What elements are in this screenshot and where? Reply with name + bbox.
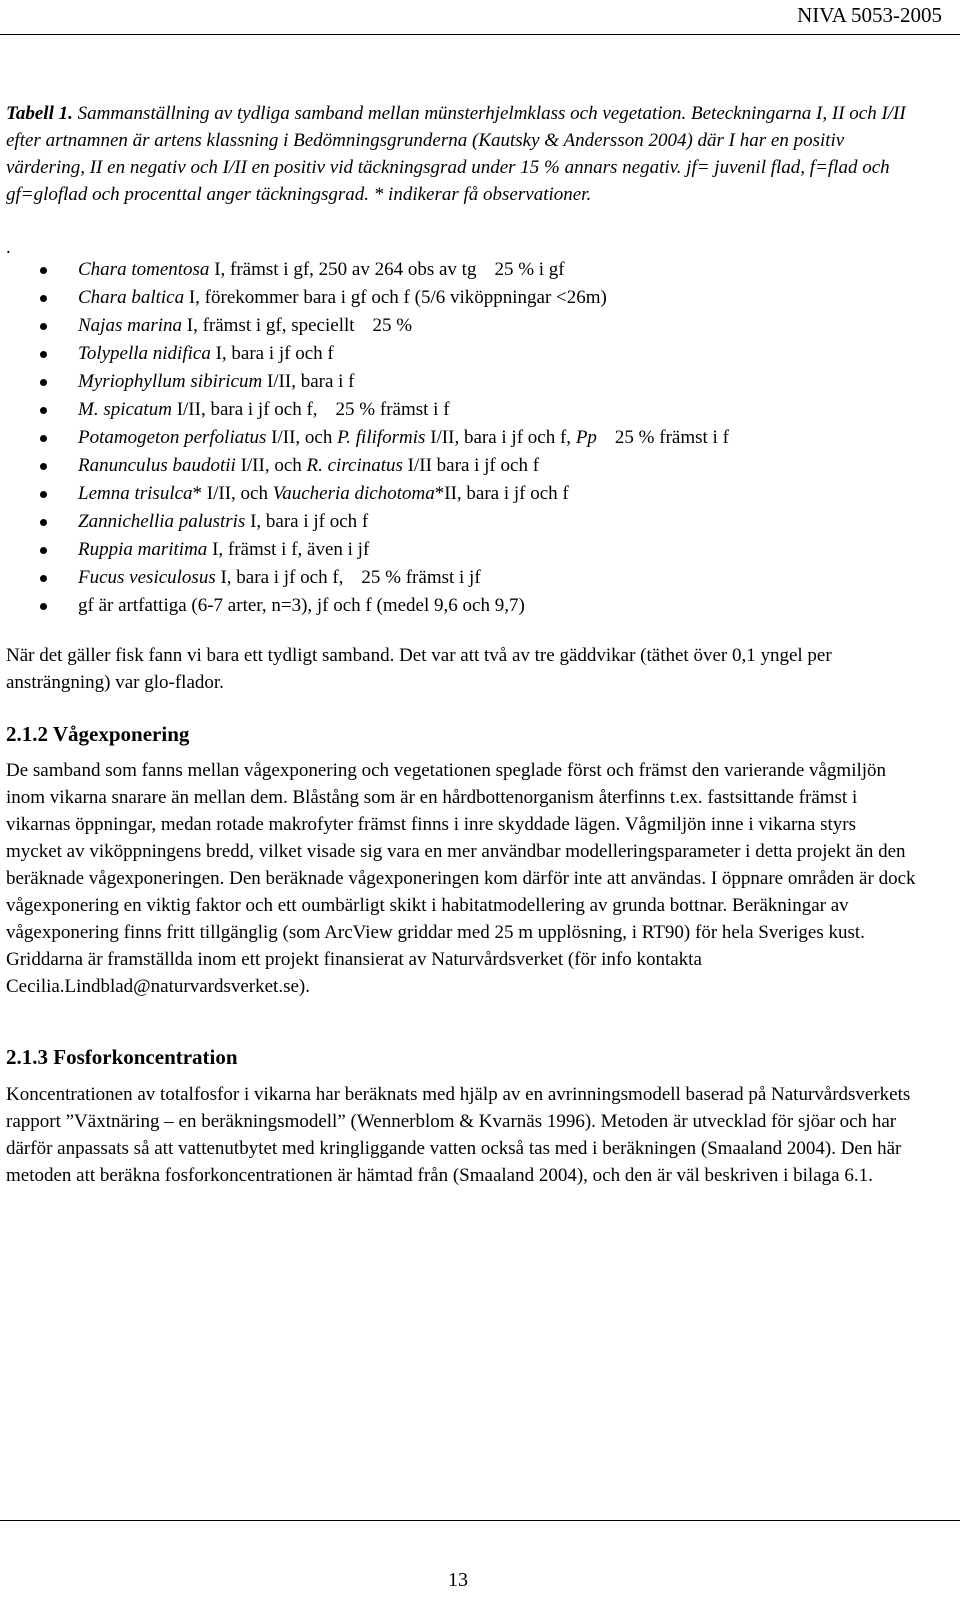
species-name: M. spicatum [78, 399, 172, 420]
species-note: 25 % i gf [494, 259, 565, 280]
species-note: 25 % främst i f [335, 399, 450, 420]
species-note: 25 % främst i f [614, 427, 729, 448]
species-name: P. filiformis [337, 427, 426, 448]
species-name: Pp [575, 427, 597, 448]
bullet-icon [40, 407, 47, 414]
stray-dot: . [6, 237, 11, 258]
wave-paragraph: De samband som fanns mellan vågexponering och vegetationen speglade först och främst den varierande vågmiljön inom vikarna snarare än mellan dem. Blåstång som är en hårdbottenorganism återfinns t.ex. fastsittande främst i vikarnas öppningar, medan rotade makrofyter främst finns i inre skyddade lägen. Vågmiljön inne i vikarna styrs mycket av viköppningens bredd, vilket visade sig vara en mer användbar modelleringsparameter i detta projekt än den beräknade vågexponeringen. Den beräknade vågexponeringen kom därför inte att användas. I öppnare områden är dock vågexponering en viktig faktor och ett oumbärligt skikt i habitatmodellering av grunda bottnar. Beräkningar av vågexponering finns fritt tillgänglig (som ArcView griddar med 25 m upplösning, i RT90) för hela Sveriges kust. Griddarna är framställda inom ett projekt finansierat av Naturvårdsverket (för info kontakta Cecilia.Lindblad@naturvardsverket.se). [6, 760, 916, 997]
heading-fosforkoncentration: 2.1.3 Fosforkoncentration [6, 1045, 238, 1069]
caption-label: Tabell 1. [6, 103, 73, 124]
bullet-icon [40, 603, 47, 610]
species-note: I, förekommer bara i gf och f (5/6 viköppningar <26m) [184, 287, 607, 308]
species-note: I, främst i f, även i jf [207, 539, 370, 560]
phosphorus-paragraph: Koncentrationen av totalfosfor i vikarna har beräknats med hjälp av en avrinningsmodell baserad på Naturvårdsverkets rapport ”Växtnäring – en beräkningsmodell” (Wennerblom & Kvarnäs 1996). Metoden är utvecklad för sjöar och har därför anpassats så att vattenutbytet med kringliggande vatten också tas med i beräkningen (Smaaland 2004). Den här metoden att beräkna fosforkoncentrationen är hämtad från (Smaaland 2004), och den är väl beskriven i bilaga 6.1. [6, 1084, 911, 1186]
species-name: Ruppia maritima [78, 539, 208, 560]
bullet-icon [40, 323, 47, 330]
species-note: I/II, och [235, 455, 307, 476]
species-note: 25 % [372, 315, 413, 336]
bullet-icon [40, 575, 47, 582]
list-item [0, 368, 729, 396]
species-name: Chara baltica [78, 287, 185, 308]
species-name: Najas marina [78, 315, 182, 336]
bullet-icon [40, 463, 47, 470]
list-item [0, 396, 729, 424]
species-note: I/II, bara i f [262, 371, 355, 392]
species-note: * I/II, och [192, 483, 273, 504]
list-item [0, 452, 729, 480]
species-name: Potamogeton perfoliatus [78, 427, 267, 448]
species-name: Zannichellia palustris [78, 511, 246, 532]
species-note: I/II, och [266, 427, 338, 448]
species-note: I/II, bara i jf och f, [425, 427, 576, 448]
list-item [0, 536, 729, 564]
bullet-icon [40, 491, 47, 498]
species-list [0, 256, 729, 620]
species-note: I/II bara i jf och f [402, 455, 540, 476]
list-item [0, 508, 729, 536]
species-note: I, främst i gf, 250 av 264 obs av tg [209, 259, 477, 280]
bullet-icon [40, 519, 47, 526]
list-item [0, 312, 729, 340]
caption-text: Sammanställning av tydliga samband mellan münsterhjelmklass och vegetation. Beteckningarna I, II och I/II efter artnamnen är artens klassning i Bedömningsgrunderna (Kautsky & Andersson 2004) där I har en positiv värdering, II en negativ och I/II en positiv vid täckningsgrad under 15 % annars negativ. jf= juvenil flad, f=flad och gf=gloflad och procenttal anger täckningsgrad. * indikerar få observationer. [6, 103, 906, 205]
table-caption [6, 100, 906, 208]
page-number: 13 [448, 1569, 468, 1591]
species-name: Vaucheria dichotoma [272, 483, 435, 504]
species-name: Lemna trisulca [78, 483, 193, 504]
species-name: Chara tomentosa [78, 259, 210, 280]
footer-rule [0, 1520, 960, 1521]
species-note: I/II, bara i jf och f, [171, 399, 318, 420]
list-item [0, 340, 729, 368]
document-id: NIVA 5053-2005 [797, 3, 942, 27]
bullet-icon [40, 295, 47, 302]
species-note: I, bara i jf och f [210, 343, 334, 364]
species-note: I, främst i gf, speciellt [182, 315, 355, 336]
species-name: Myriophyllum sibiricum [78, 371, 263, 392]
list-item [0, 256, 729, 284]
bullet-icon [40, 379, 47, 386]
species-note: 25 % främst i jf [361, 567, 481, 588]
bullet-icon [40, 351, 47, 358]
bullet-icon [40, 435, 47, 442]
species-name: Tolypella nidifica [78, 343, 211, 364]
list-item [0, 592, 729, 620]
species-note: *II, bara i jf och f [434, 483, 569, 504]
header-rule [0, 34, 960, 35]
species-note: I, bara i jf och f, [215, 567, 344, 588]
species-name: Fucus vesiculosus [78, 567, 216, 588]
list-item [0, 424, 729, 452]
species-name: Ranunculus baudotii [78, 455, 236, 476]
species-note: I, bara i jf och f [245, 511, 369, 532]
bullet-icon [40, 547, 47, 554]
list-item [0, 480, 729, 508]
species-name: R. circinatus [306, 455, 403, 476]
species-note: gf är artfattiga (6-7 arter, n=3), jf och f (medel 9,6 och 9,7) [78, 595, 525, 616]
list-item [0, 564, 729, 592]
heading-vagexponering: 2.1.2 Vågexponering [6, 722, 190, 746]
bullet-icon [40, 267, 47, 274]
fish-paragraph: När det gäller fisk fann vi bara ett tydligt samband. Det var att två av tre gäddvikar (täthet över 0,1 yngel per ansträngning) var glo-flador. [6, 645, 832, 693]
list-item [0, 284, 729, 312]
